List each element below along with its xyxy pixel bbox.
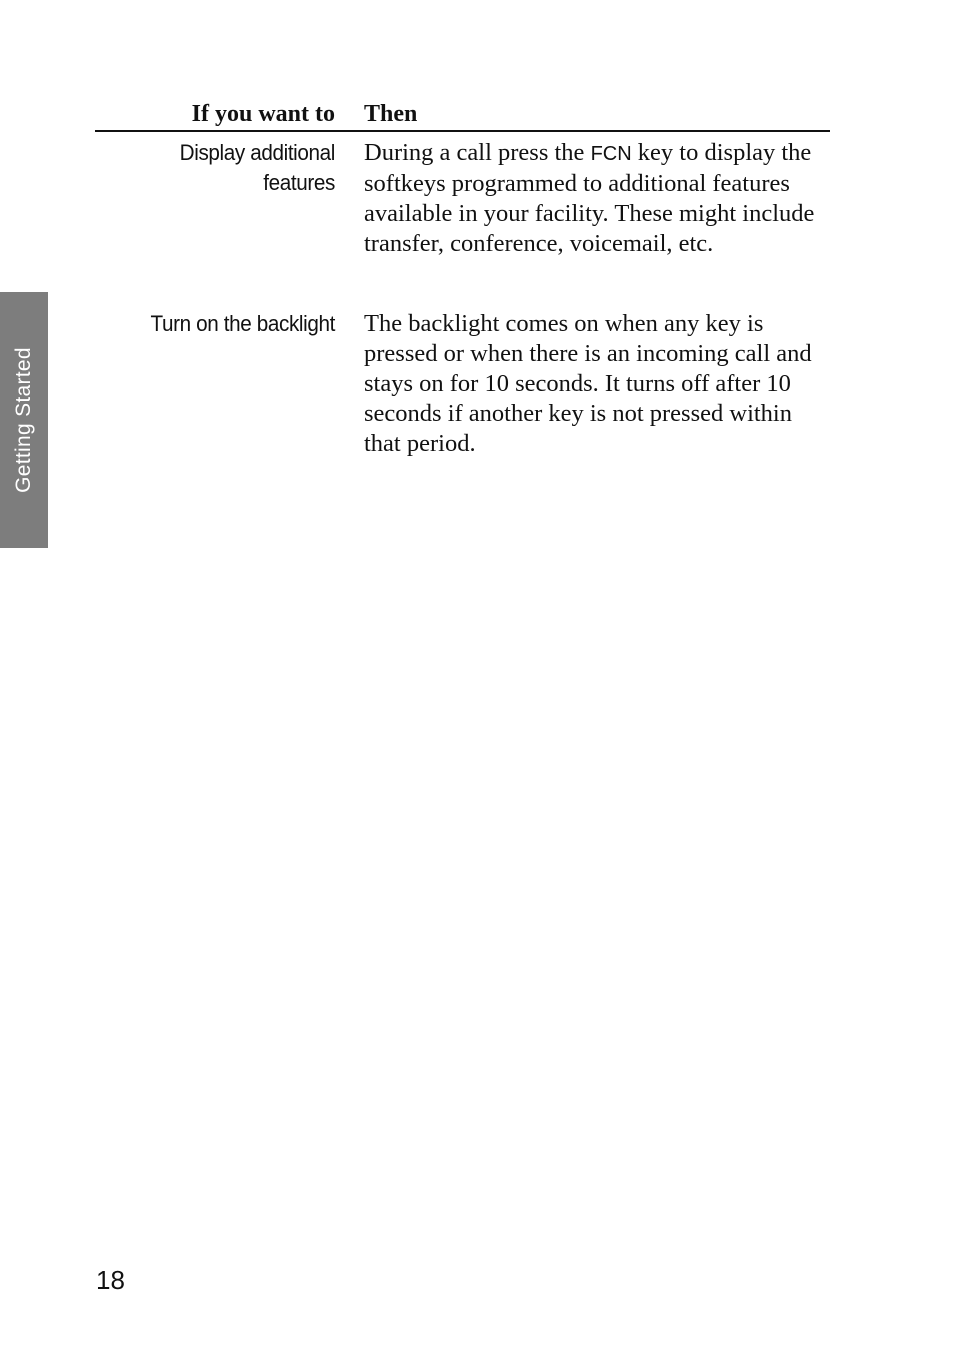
row-description: The backlight comes on when any key is pressed or when there is an incoming call and stays on for 10 seconds. It turns off after 10 seconds if another key is not pressed within that period. [364, 310, 812, 457]
section-tab [0, 292, 48, 548]
row-action-backlight: Turn on the backlight [150, 311, 335, 336]
table-header [95, 98, 830, 132]
row-description [364, 138, 824, 259]
header-action: If you want to [191, 101, 335, 127]
row-action-display-features: Display additional features [179, 140, 335, 195]
section-tab-label: Getting Started [12, 347, 35, 493]
fcn-key-label: FCN [590, 143, 632, 165]
header-result: Then [364, 101, 418, 127]
row-desc-text: key to display the softkeys programmed to additional features available in your facility. These might include transfer, conference, voicemail, etc. [364, 139, 815, 257]
row-desc-text: During a call press the [364, 139, 591, 166]
page-number: 18 [96, 1265, 125, 1295]
